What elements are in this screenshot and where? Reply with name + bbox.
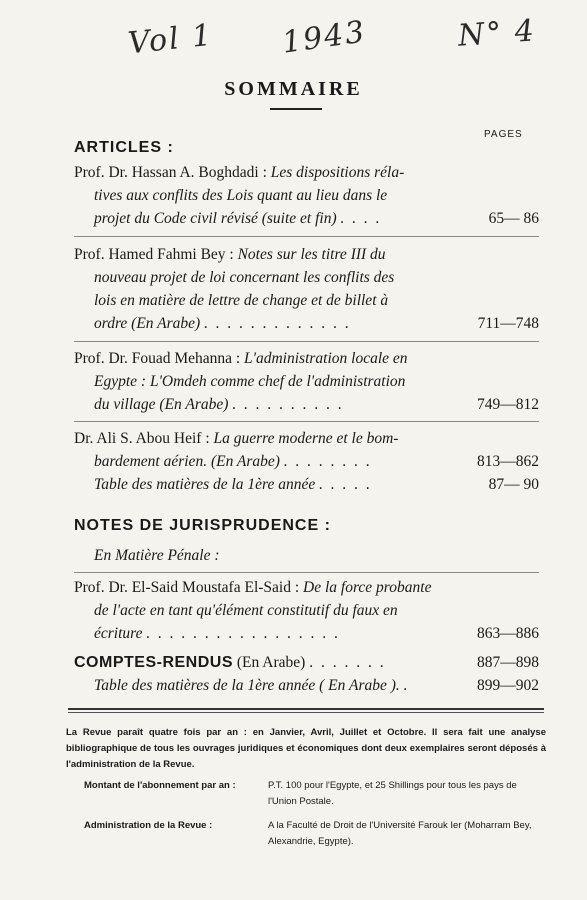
entry-author: Prof. Dr. Hassan A. Boghdadi : bbox=[74, 164, 267, 181]
notes-subheading-block bbox=[74, 544, 539, 567]
entry-title-line: tives aux conflits des Lois quant au lieu dans le bbox=[94, 187, 388, 204]
entry-pages: 899—902 bbox=[477, 677, 539, 694]
entry-author: Prof. Hamed Fahmi Bey : bbox=[74, 246, 234, 263]
entry-title-line: écriture bbox=[94, 625, 143, 642]
handwritten-year: 1943 bbox=[279, 14, 369, 61]
entry-pages: 87— 90 bbox=[488, 476, 539, 493]
entry-author: Prof. Dr. El-Said Moustafa El-Said : bbox=[74, 579, 300, 596]
entry-separator bbox=[74, 236, 539, 237]
administration-value: A la Faculté de Droit de l'Université Farouk Ier (Moharram Bey, Alexandrie, Egypte). bbox=[268, 820, 532, 847]
handwritten-number: N° 4 bbox=[456, 13, 538, 54]
leader-dots: . . . . . . . . . . . . . bbox=[204, 315, 351, 332]
section-heading-articles: ARTICLES : bbox=[74, 139, 174, 156]
entry-pages: 887—898 bbox=[477, 654, 539, 671]
leader-dots: . . . . bbox=[340, 210, 382, 227]
toc-entry-fahmi bbox=[74, 243, 539, 335]
leader-dots: . . . . . . . . . . bbox=[232, 396, 344, 413]
entry-title: La guerre moderne et le bom- bbox=[213, 430, 399, 447]
entry-title-line: nouveau projet de loi concernant les conflits des bbox=[94, 269, 395, 286]
subscription-value: P.T. 100 pour l'Egypte, et 25 Shillings pour tous les pays de l'Union Postale. bbox=[268, 780, 517, 807]
publication-notice-text: La Revue paraît quatre fois par an : en Janvier, Avril, Juillet et Octobre. Il sera fait une analyse bibliographique de tous les ouvrages juridiques et économiques dont deux exemplaires seront déposés à l'administration de la Revue. bbox=[66, 727, 546, 770]
entry-title-line: bardement aérien. (En Arabe) bbox=[94, 453, 280, 470]
entry-author: Prof. Dr. Fouad Mehanna : bbox=[74, 350, 241, 367]
entry-title: L'administration locale en bbox=[244, 350, 408, 367]
entry-separator bbox=[74, 421, 539, 422]
entry-title: De la force probante bbox=[303, 579, 432, 596]
pages-column-header: PAGES bbox=[484, 129, 523, 140]
comptes-rendus-suffix: (En Arabe) bbox=[236, 654, 306, 671]
leader-dots: . bbox=[403, 677, 410, 694]
toc-entry-boghdadi bbox=[74, 161, 539, 230]
toc-entry-mehanna bbox=[74, 347, 539, 416]
leader-dots: . . . . . . . . bbox=[283, 453, 372, 470]
entry-author: Dr. Ali S. Abou Heif : bbox=[74, 430, 210, 447]
entry-title-line: projet du Code civil révisé (suite et fin) bbox=[94, 210, 337, 227]
comptes-rendus-label: COMPTES-RENDUS bbox=[74, 654, 234, 671]
entry-title-line: de l'acte en tant qu'élément constitutif du faux en bbox=[94, 602, 398, 619]
publication-notice bbox=[66, 725, 546, 773]
page-title: SOMMAIRE bbox=[224, 78, 363, 100]
entry-title: Notes sur les titre III du bbox=[237, 246, 386, 263]
table-of-contents-label: Table des matières de la 1ère année ( En Arabe ). bbox=[94, 677, 400, 694]
title-underline bbox=[270, 108, 322, 110]
entry-pages: 813—862 bbox=[477, 453, 539, 470]
table-of-contents-label: Table des matières de la 1ère année bbox=[94, 476, 316, 493]
footer-rule bbox=[68, 712, 544, 713]
handwritten-annotation bbox=[0, 10, 587, 62]
entry-title-line: Egypte : L'Omdeh comme chef de l'administration bbox=[94, 373, 406, 390]
entry-title-line: du village (En Arabe) bbox=[94, 396, 229, 413]
leader-dots: . . . . . bbox=[319, 476, 373, 493]
entry-pages: 749—812 bbox=[477, 396, 539, 413]
entry-title: Les dispositions réla- bbox=[270, 164, 405, 181]
entry-pages: 711—748 bbox=[477, 315, 539, 332]
leader-dots: . . . . . . . bbox=[309, 654, 386, 671]
toc-entry-comptes-rendus bbox=[74, 651, 539, 697]
section-heading-notes: NOTES DE JURISPRUDENCE : bbox=[74, 517, 331, 534]
subscription-label: Montant de l'abonnement par an : bbox=[84, 780, 236, 791]
toc-entry-el-said bbox=[74, 576, 539, 645]
entry-pages: 65— 86 bbox=[488, 210, 539, 227]
handwritten-volume: Vol 1 bbox=[126, 17, 215, 62]
entry-separator bbox=[74, 572, 539, 573]
administration-row bbox=[84, 818, 544, 852]
entry-separator bbox=[74, 341, 539, 342]
toc-entry-abou-heif bbox=[74, 427, 539, 496]
subscription-row bbox=[84, 778, 544, 812]
footer-rule bbox=[68, 708, 544, 710]
notes-subheading: En Matière Pénale : bbox=[94, 547, 220, 564]
administration-label: Administration de la Revue : bbox=[84, 820, 213, 831]
entry-title-line: ordre (En Arabe) bbox=[94, 315, 201, 332]
entry-title-line: lois en matière de lettre de change et de billet à bbox=[94, 292, 389, 309]
leader-dots: . . . . . . . . . . . . . . . . . bbox=[146, 625, 341, 642]
entry-pages: 863—886 bbox=[477, 625, 539, 642]
